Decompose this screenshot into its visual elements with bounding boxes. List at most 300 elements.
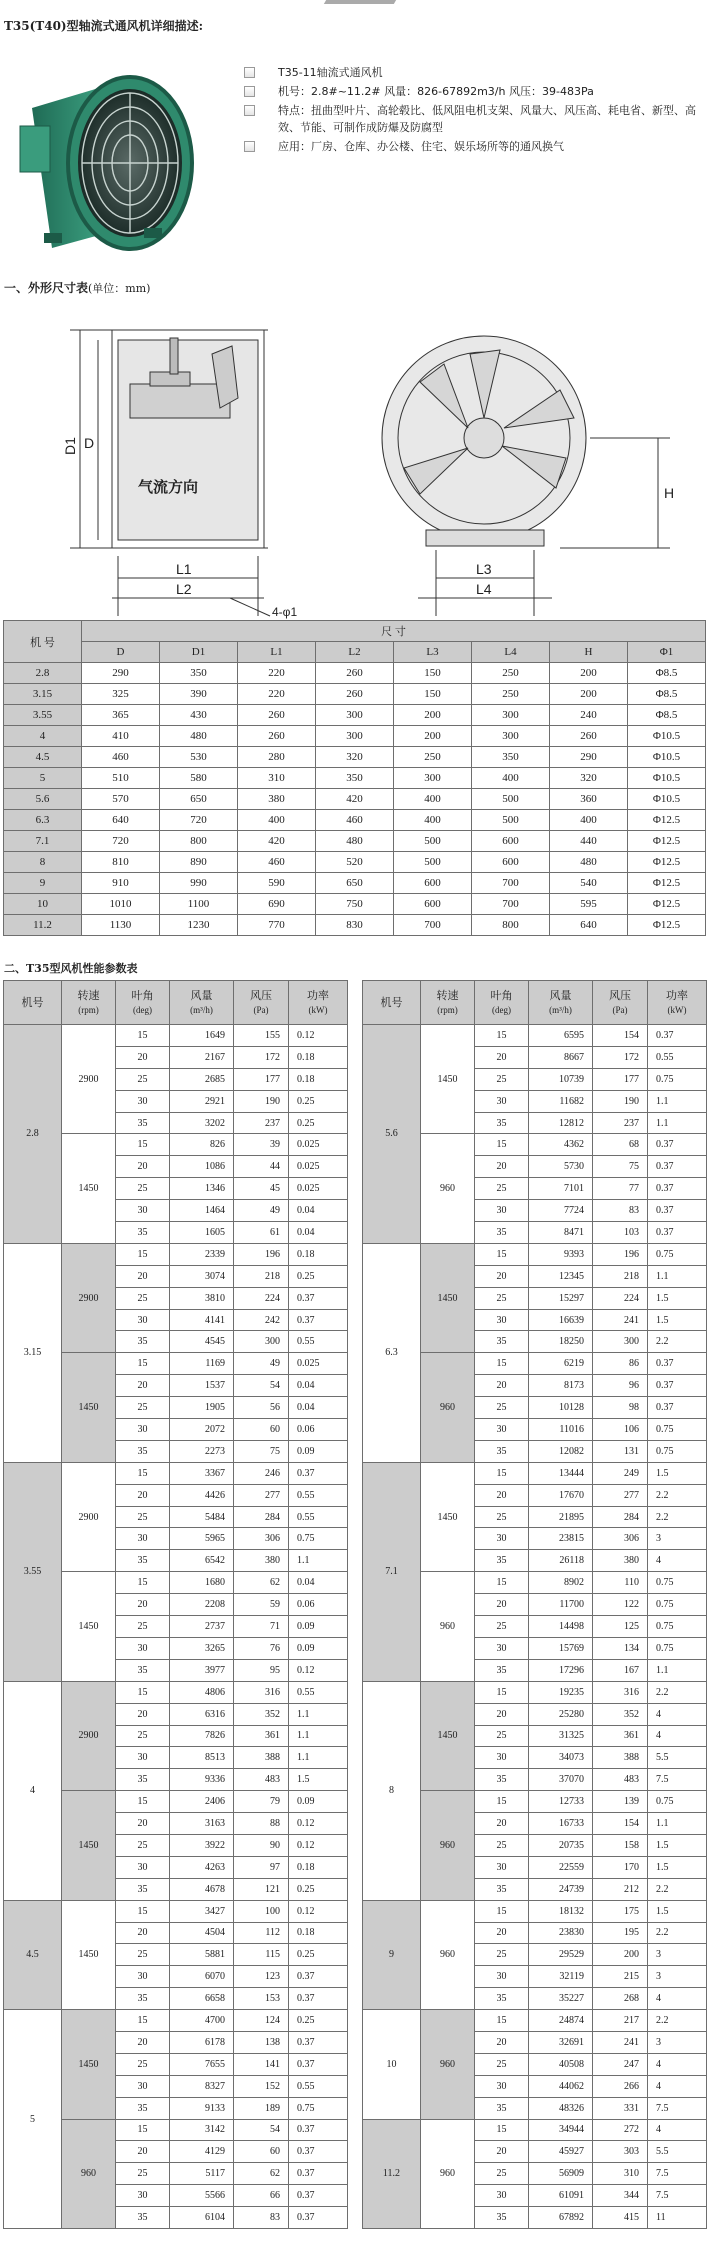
perf-value-cell: 0.12 — [289, 1813, 348, 1835]
perf-header-label: 风量 — [190, 988, 213, 1002]
dim-table-row — [4, 894, 706, 915]
dim-value-cell: 1100 — [160, 894, 238, 915]
perf-value-cell: 0.12 — [289, 1900, 348, 1922]
perf-value-cell: 98 — [593, 1397, 648, 1419]
perf-value-cell: 15 — [475, 1134, 529, 1156]
perf-value-cell: 139 — [593, 1791, 648, 1813]
perf-value-cell: 3922 — [170, 1834, 234, 1856]
perf-value-cell: 237 — [593, 1112, 648, 1134]
perf-value-cell: 1346 — [170, 1178, 234, 1200]
section-dimensions-title: 一、外形尺寸表(单位：mm) — [4, 281, 151, 295]
perf-value-cell: 83 — [593, 1200, 648, 1222]
perf-value-cell: 2921 — [170, 1090, 234, 1112]
perf-value-cell: 1680 — [170, 1572, 234, 1594]
perf-value-cell: 35 — [475, 1440, 529, 1462]
perf-value-cell: 7826 — [170, 1725, 234, 1747]
perf-value-cell: 34944 — [529, 2119, 593, 2141]
perf-header-label: 机号 — [380, 996, 403, 1009]
dim-value-cell: 580 — [160, 768, 238, 789]
perf-value-cell: 5566 — [170, 2185, 234, 2207]
perf-value-cell: 306 — [593, 1528, 648, 1550]
perf-value-cell: 155 — [234, 1025, 289, 1047]
perf-value-cell: 380 — [593, 1550, 648, 1572]
perf-value-cell: 1905 — [170, 1397, 234, 1419]
perf-header-label: 机号 — [21, 996, 44, 1009]
dim-column-header: L1 — [238, 642, 316, 663]
perf-header-cell — [421, 981, 475, 1025]
perf-value-cell: 284 — [593, 1506, 648, 1528]
perf-value-cell: 25 — [475, 1506, 529, 1528]
perf-value-cell: 25 — [475, 1725, 529, 1747]
perf-value-cell: 20 — [116, 1922, 170, 1944]
perf-value-cell: 0.75 — [289, 2097, 348, 2119]
perf-value-cell: 62 — [234, 1572, 289, 1594]
perf-value-cell: 8471 — [529, 1222, 593, 1244]
perf-value-cell: 1.5 — [648, 1900, 707, 1922]
dim-value-cell: 390 — [160, 684, 238, 705]
perf-header-unit: (Pa) — [612, 1004, 628, 1015]
dim-model-cell: 11.2 — [4, 915, 82, 936]
perf-header-unit: (deg) — [133, 1004, 152, 1015]
perf-value-cell: 0.37 — [289, 1287, 348, 1309]
perf-value-cell: 0.37 — [648, 1025, 707, 1047]
perf-value-cell: 25 — [116, 1834, 170, 1856]
perf-value-cell: 25 — [116, 1068, 170, 1090]
perf-value-cell: 49 — [234, 1353, 289, 1375]
perf-value-cell: 61091 — [529, 2185, 593, 2207]
perf-row — [363, 2119, 707, 2141]
dim-value-cell: 280 — [238, 747, 316, 768]
perf-value-cell: 212 — [593, 1878, 648, 1900]
dim-value-cell: 650 — [316, 873, 394, 894]
perf-value-cell: 15 — [475, 1900, 529, 1922]
dim-value-cell: 400 — [472, 768, 550, 789]
perf-value-cell: 54 — [234, 1375, 289, 1397]
perf-value-cell: 3265 — [170, 1637, 234, 1659]
dim-value-cell: Φ12.5 — [628, 852, 706, 873]
dim-value-cell: 410 — [82, 726, 160, 747]
perf-rpm-cell: 960 — [421, 1572, 475, 1681]
perf-row — [4, 2010, 348, 2032]
perf-value-cell: 24874 — [529, 2010, 593, 2032]
perf-model-cell: 6.3 — [363, 1243, 421, 1462]
perf-value-cell: 15 — [116, 1025, 170, 1047]
perf-value-cell: 6658 — [170, 1988, 234, 2010]
perf-value-cell: 8667 — [529, 1046, 593, 1068]
dim-value-cell: 350 — [160, 663, 238, 684]
perf-value-cell: 30 — [475, 1856, 529, 1878]
perf-value-cell: 1649 — [170, 1025, 234, 1047]
perf-value-cell: 31325 — [529, 1725, 593, 1747]
dim-value-cell: 510 — [82, 768, 160, 789]
perf-value-cell: 3810 — [170, 1287, 234, 1309]
perf-value-cell: 300 — [234, 1331, 289, 1353]
perf-value-cell: 35 — [116, 1769, 170, 1791]
perf-value-cell: 115 — [234, 1944, 289, 1966]
perf-value-cell: 60 — [234, 1419, 289, 1441]
dim-value-cell: 500 — [472, 789, 550, 810]
bullet-box-icon — [244, 86, 255, 97]
perf-header-unit: (rpm) — [78, 1004, 99, 1015]
perf-value-cell: 23830 — [529, 1922, 593, 1944]
perf-value-cell: 1.1 — [648, 1090, 707, 1112]
dim-model-cell: 4 — [4, 726, 82, 747]
dim-value-cell: 720 — [160, 810, 238, 831]
dim-value-cell: 910 — [82, 873, 160, 894]
perf-value-cell: 483 — [593, 1769, 648, 1791]
perf-value-cell: 56909 — [529, 2163, 593, 2185]
perf-value-cell: 4 — [648, 1988, 707, 2010]
perf-value-cell: 1.1 — [648, 1112, 707, 1134]
perf-value-cell: 44062 — [529, 2075, 593, 2097]
dim-value-cell: Φ12.5 — [628, 894, 706, 915]
perf-rpm-cell: 1450 — [62, 1791, 116, 1900]
perf-header-unit: (Pa) — [253, 1004, 269, 1015]
perf-value-cell: 35 — [475, 1331, 529, 1353]
dim-value-cell: 250 — [472, 684, 550, 705]
perf-value-cell: 77 — [593, 1178, 648, 1200]
dim-value-cell: 310 — [238, 768, 316, 789]
perf-value-cell: 20 — [116, 1813, 170, 1835]
dim-table-row — [4, 663, 706, 684]
dim-model-cell: 5 — [4, 768, 82, 789]
perf-row — [363, 1025, 707, 1047]
perf-value-cell: 35 — [475, 1659, 529, 1681]
perf-rpm-cell: 1450 — [62, 1572, 116, 1681]
perf-value-cell: 1.5 — [648, 1462, 707, 1484]
perf-value-cell: 75 — [234, 1440, 289, 1462]
perf-value-cell: 277 — [234, 1484, 289, 1506]
perf-value-cell: 7.5 — [648, 2163, 707, 2185]
dim-value-cell: 500 — [394, 852, 472, 873]
perf-value-cell: 2685 — [170, 1068, 234, 1090]
perf-value-cell: 277 — [593, 1484, 648, 1506]
perf-value-cell: 4362 — [529, 1134, 593, 1156]
perf-rpm-cell: 1450 — [62, 2010, 116, 2119]
perf-value-cell: 0.18 — [289, 1922, 348, 1944]
perf-value-cell: 18132 — [529, 1900, 593, 1922]
dim-value-cell: 770 — [238, 915, 316, 936]
perf-value-cell: 30 — [116, 1747, 170, 1769]
perf-value-cell: 6104 — [170, 2207, 234, 2229]
perf-value-cell: 35227 — [529, 1988, 593, 2010]
dim-table-row — [4, 789, 706, 810]
dim-value-cell: 460 — [238, 852, 316, 873]
perf-value-cell: 25 — [116, 1397, 170, 1419]
perf-value-cell: 131 — [593, 1440, 648, 1462]
perf-value-cell: 4426 — [170, 1484, 234, 1506]
perf-value-cell: 100 — [234, 1900, 289, 1922]
perf-value-cell: 4 — [648, 1725, 707, 1747]
perf-value-cell: 167 — [593, 1659, 648, 1681]
perf-value-cell: 30 — [116, 1090, 170, 1112]
perf-value-cell: 32691 — [529, 2031, 593, 2053]
perf-value-cell: 34073 — [529, 1747, 593, 1769]
perf-header-label: 功率 — [666, 988, 688, 1002]
dimension-table — [3, 620, 706, 936]
perf-value-cell: 35 — [116, 1878, 170, 1900]
perf-value-cell: 15 — [475, 1791, 529, 1813]
perf-value-cell: 30 — [116, 1966, 170, 1988]
perf-value-cell: 0.25 — [289, 1265, 348, 1287]
perf-value-cell: 20 — [475, 1265, 529, 1287]
perf-value-cell: 7.5 — [648, 2185, 707, 2207]
perf-model-cell: 4 — [4, 1681, 62, 1900]
perf-header-cell — [116, 981, 170, 1025]
dim-column-header: D1 — [160, 642, 238, 663]
dim-model-cell: 3.55 — [4, 705, 82, 726]
perf-value-cell: 306 — [234, 1528, 289, 1550]
perf-value-cell: 0.37 — [648, 1222, 707, 1244]
perf-header-unit: (m³/h) — [549, 1004, 572, 1015]
perf-value-cell: 25 — [475, 2163, 529, 2185]
perf-value-cell: 3202 — [170, 1112, 234, 1134]
perf-value-cell: 249 — [593, 1462, 648, 1484]
perf-value-cell: 122 — [593, 1594, 648, 1616]
perf-value-cell: 1.1 — [648, 1659, 707, 1681]
perf-value-cell: 361 — [234, 1725, 289, 1747]
perf-rpm-cell: 960 — [421, 1791, 475, 1900]
perf-value-cell: 30 — [475, 2075, 529, 2097]
perf-value-cell: 25 — [116, 2053, 170, 2075]
perf-row — [363, 1243, 707, 1265]
perf-value-cell: 66 — [234, 2185, 289, 2207]
perf-value-cell: 20 — [475, 1922, 529, 1944]
perf-value-cell: 2.2 — [648, 1506, 707, 1528]
perf-value-cell: 352 — [593, 1703, 648, 1725]
perf-value-cell: 4504 — [170, 1922, 234, 1944]
perf-value-cell: 83 — [234, 2207, 289, 2229]
perf-value-cell: 30 — [116, 1419, 170, 1441]
spec-item: 应用：厂房、仓库、办公楼、住宅、娱乐场所等的通风换气 — [244, 138, 721, 155]
perf-rpm-cell: 1450 — [62, 1134, 116, 1243]
dim-table-row — [4, 810, 706, 831]
perf-value-cell: 45 — [234, 1178, 289, 1200]
perf-value-cell: 9393 — [529, 1243, 593, 1265]
dim-value-cell: 460 — [82, 747, 160, 768]
dim-model-cell: 3.15 — [4, 684, 82, 705]
dim-value-cell: 590 — [238, 873, 316, 894]
perf-header-cell — [289, 981, 348, 1025]
perf-value-cell: 189 — [234, 2097, 289, 2119]
dim-model-cell: 4.5 — [4, 747, 82, 768]
perf-value-cell: 35 — [116, 2097, 170, 2119]
perf-value-cell: 125 — [593, 1616, 648, 1638]
perf-value-cell: 0.37 — [289, 2119, 348, 2141]
dim-table-row — [4, 852, 706, 873]
perf-value-cell: 25 — [116, 1616, 170, 1638]
dimension-drawing — [0, 298, 721, 620]
perf-value-cell: 1464 — [170, 1200, 234, 1222]
perf-value-cell: 25 — [116, 1506, 170, 1528]
dim-value-cell: 650 — [160, 789, 238, 810]
perf-value-cell: 35 — [475, 1222, 529, 1244]
label-L4: L4 — [476, 581, 492, 597]
perf-value-cell: 15 — [475, 1353, 529, 1375]
perf-value-cell: 1.5 — [648, 1287, 707, 1309]
perf-value-cell: 20 — [116, 1046, 170, 1068]
perf-value-cell: 266 — [593, 2075, 648, 2097]
perf-value-cell: 0.37 — [648, 1353, 707, 1375]
perf-value-cell: 35 — [475, 2207, 529, 2229]
perf-value-cell: 14498 — [529, 1616, 593, 1638]
dim-value-cell: 530 — [160, 747, 238, 768]
dim-value-cell: 600 — [472, 852, 550, 873]
perf-value-cell: 3 — [648, 1944, 707, 1966]
perf-value-cell: 12345 — [529, 1265, 593, 1287]
perf-header-label: 转速 — [77, 988, 100, 1002]
perf-value-cell: 112 — [234, 1922, 289, 1944]
dim-value-cell: 150 — [394, 684, 472, 705]
perf-value-cell: 30 — [116, 2185, 170, 2207]
perf-header-row — [363, 981, 707, 1025]
perf-header-label: 叶角 — [131, 988, 154, 1002]
perf-value-cell: 12812 — [529, 1112, 593, 1134]
perf-value-cell: 35 — [475, 1769, 529, 1791]
perf-value-cell: 60 — [234, 2141, 289, 2163]
perf-row — [4, 1243, 348, 1265]
dim-value-cell: 480 — [160, 726, 238, 747]
dim-value-cell: 220 — [238, 684, 316, 705]
dim-value-cell: 150 — [394, 663, 472, 684]
perf-value-cell: 0.18 — [289, 1856, 348, 1878]
perf-value-cell: 6542 — [170, 1550, 234, 1572]
perf-value-cell: 0.04 — [289, 1572, 348, 1594]
perf-value-cell: 15297 — [529, 1287, 593, 1309]
perf-value-cell: 25 — [475, 1944, 529, 1966]
perf-value-cell: 7724 — [529, 1200, 593, 1222]
perf-header-cell — [4, 981, 62, 1025]
dim-value-cell: 220 — [238, 663, 316, 684]
perf-value-cell: 388 — [593, 1747, 648, 1769]
dim-table-row — [4, 915, 706, 936]
perf-value-cell: 8902 — [529, 1572, 593, 1594]
perf-value-cell: 1.1 — [289, 1747, 348, 1769]
perf-rpm-cell: 1450 — [62, 1900, 116, 2009]
perf-value-cell: 15 — [116, 1681, 170, 1703]
spec-item-cont: 效、节能、可制作成防爆及防腐型 — [278, 121, 443, 134]
perf-value-cell: 25 — [475, 1834, 529, 1856]
perf-value-cell: 0.37 — [289, 2163, 348, 2185]
perf-header-unit: (kW) — [308, 1004, 328, 1015]
dim-value-cell: 260 — [316, 663, 394, 684]
perf-value-cell: 35 — [116, 1440, 170, 1462]
perf-header-cell — [593, 981, 648, 1025]
perf-value-cell: 20 — [116, 1594, 170, 1616]
perf-value-cell: 30 — [116, 1200, 170, 1222]
perf-value-cell: 26118 — [529, 1550, 593, 1572]
dim-table-row — [4, 684, 706, 705]
dim-value-cell: 500 — [472, 810, 550, 831]
perf-value-cell: 15 — [116, 1353, 170, 1375]
perf-value-cell: 0.04 — [289, 1397, 348, 1419]
perf-value-cell: 218 — [234, 1265, 289, 1287]
perf-model-cell: 3.15 — [4, 1243, 62, 1462]
perf-value-cell: 0.12 — [289, 1025, 348, 1047]
perf-value-cell: 35 — [475, 1112, 529, 1134]
perf-value-cell: 25 — [116, 1944, 170, 1966]
dim-value-cell: 830 — [316, 915, 394, 936]
perf-value-cell: 0.37 — [289, 2053, 348, 2075]
dim-value-cell: 300 — [472, 705, 550, 726]
dim-value-cell: 800 — [160, 831, 238, 852]
perf-value-cell: 2737 — [170, 1616, 234, 1638]
perf-value-cell: 54 — [234, 2119, 289, 2141]
perf-rpm-cell: 960 — [421, 1134, 475, 1243]
perf-rpm-cell: 960 — [421, 1353, 475, 1462]
perf-value-cell: 15 — [475, 2010, 529, 2032]
perf-value-cell: 0.06 — [289, 1419, 348, 1441]
perf-value-cell: 310 — [593, 2163, 648, 2185]
perf-value-cell: 0.55 — [648, 1046, 707, 1068]
perf-value-cell: 3 — [648, 1528, 707, 1550]
dim-value-cell: 250 — [394, 747, 472, 768]
perf-value-cell: 0.12 — [289, 1659, 348, 1681]
perf-value-cell: 0.55 — [289, 1506, 348, 1528]
dim-value-cell: 290 — [82, 663, 160, 684]
dim-value-cell: 990 — [160, 873, 238, 894]
perf-value-cell: 3074 — [170, 1265, 234, 1287]
dim-value-cell: Φ8.5 — [628, 663, 706, 684]
perf-value-cell: 15 — [475, 1025, 529, 1047]
perf-value-cell: 175 — [593, 1900, 648, 1922]
dim-value-cell: 300 — [472, 726, 550, 747]
dim-value-cell: 200 — [394, 705, 472, 726]
perf-value-cell: 121 — [234, 1878, 289, 1900]
dim-value-cell: 1230 — [160, 915, 238, 936]
label-H: H — [664, 485, 675, 501]
perf-row — [363, 2010, 707, 2032]
label-holes: 4-φ1 — [272, 605, 298, 619]
perf-value-cell: 35 — [475, 1878, 529, 1900]
perf-value-cell: 9133 — [170, 2097, 234, 2119]
perf-value-cell: 5965 — [170, 1528, 234, 1550]
perf-value-cell: 0.37 — [648, 1156, 707, 1178]
dim-value-cell: 250 — [472, 663, 550, 684]
dim-column-header: D — [82, 642, 160, 663]
perf-value-cell: 154 — [593, 1025, 648, 1047]
perf-header-cell — [234, 981, 289, 1025]
perf-value-cell: 15 — [475, 1572, 529, 1594]
perf-value-cell: 30 — [116, 1309, 170, 1331]
dim-value-cell: 400 — [238, 810, 316, 831]
perf-value-cell: 0.09 — [289, 1637, 348, 1659]
perf-model-cell: 8 — [363, 1681, 421, 1900]
perf-value-cell: 388 — [234, 1747, 289, 1769]
perf-value-cell: 35 — [475, 2097, 529, 2119]
dim-value-cell: 260 — [238, 705, 316, 726]
perf-value-cell: 170 — [593, 1856, 648, 1878]
perf-row — [4, 1462, 348, 1484]
perf-value-cell: 6595 — [529, 1025, 593, 1047]
perf-value-cell: 106 — [593, 1419, 648, 1441]
perf-value-cell: 0.75 — [648, 1419, 707, 1441]
perf-header-cell — [529, 981, 593, 1025]
perf-value-cell: 4 — [648, 2075, 707, 2097]
perf-value-cell: 86 — [593, 1353, 648, 1375]
perf-rpm-cell: 2900 — [62, 1243, 116, 1352]
perf-value-cell: 4545 — [170, 1331, 234, 1353]
perf-header-label: 风压 — [250, 988, 272, 1002]
perf-value-cell: 40508 — [529, 2053, 593, 2075]
perf-rpm-cell: 960 — [421, 2119, 475, 2228]
dim-column-header: L3 — [394, 642, 472, 663]
top-decoration — [324, 0, 396, 4]
perf-value-cell: 7101 — [529, 1178, 593, 1200]
dim-value-cell: 350 — [316, 768, 394, 789]
performance-table-right — [362, 980, 707, 2229]
perf-value-cell: 172 — [593, 1046, 648, 1068]
